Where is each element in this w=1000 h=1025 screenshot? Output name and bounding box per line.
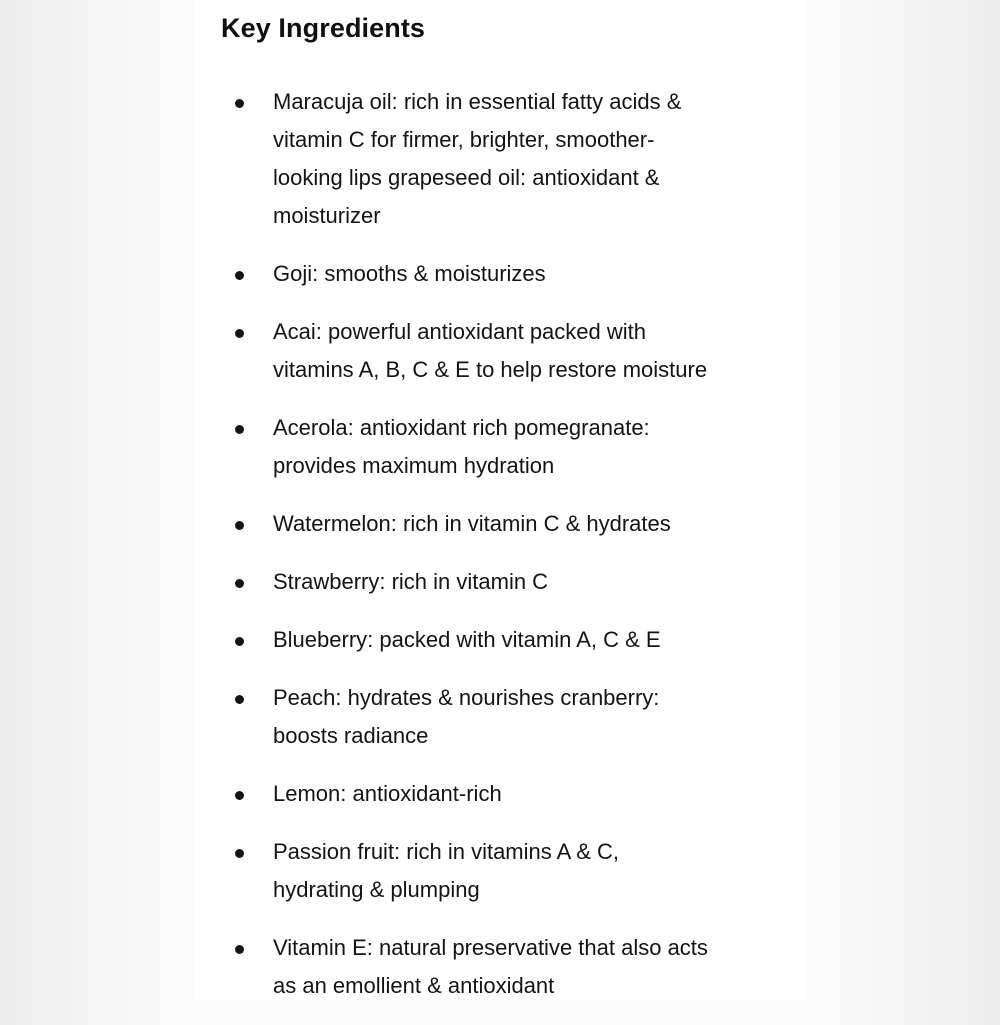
bullet-icon <box>235 521 244 530</box>
ingredient-line: Acerola: antioxidant rich pomegranate: <box>273 415 650 440</box>
ingredient-line: moisturizer <box>273 203 381 228</box>
ingredient-line: looking lips grapeseed oil: antioxidant & <box>273 165 660 190</box>
list-item <box>195 409 807 485</box>
ingredient-line: Blueberry: packed with vitamin A, C & E <box>273 627 661 652</box>
ingredient-line: Maracuja oil: rich in essential fatty acids & <box>273 89 682 114</box>
list-item <box>195 775 807 813</box>
ingredient-line: Peach: hydrates & nourishes cranberry: <box>273 685 660 710</box>
ingredient-line: Vitamin E: natural preservative that also acts <box>273 935 708 960</box>
bullet-icon <box>235 945 244 954</box>
bullet-icon <box>235 329 244 338</box>
bullet-icon <box>235 791 244 800</box>
list-item <box>195 621 807 659</box>
bullet-icon <box>235 99 244 108</box>
ingredient-line: Watermelon: rich in vitamin C & hydrates <box>273 511 671 536</box>
bullet-icon <box>235 425 244 434</box>
list-item <box>195 255 807 293</box>
bullet-icon <box>235 579 244 588</box>
list-item <box>195 83 807 235</box>
ingredients-panel <box>195 0 807 1000</box>
list-item <box>195 833 807 909</box>
bullet-icon <box>235 695 244 704</box>
bullet-icon <box>235 849 244 858</box>
ingredient-line: Goji: smooths & moisturizes <box>273 261 546 286</box>
list-item <box>195 679 807 755</box>
ingredient-line: hydrating & plumping <box>273 877 480 902</box>
ingredient-line: provides maximum hydration <box>273 453 555 478</box>
list-item <box>195 929 807 1005</box>
ingredient-line: Passion fruit: rich in vitamins A & C, <box>273 839 620 864</box>
list-item <box>195 563 807 601</box>
section-title: Key Ingredients <box>221 13 426 43</box>
ingredient-line: boosts radiance <box>273 723 429 748</box>
ingredient-line: as an emollient & antioxidant <box>273 973 555 998</box>
bullet-icon <box>235 271 244 280</box>
ingredient-line: vitamin C for firmer, brighter, smoother- <box>273 127 655 152</box>
list-item <box>195 313 807 389</box>
bullet-icon <box>235 637 244 646</box>
ingredient-line: Acai: powerful antioxidant packed with <box>273 319 646 344</box>
list-item <box>195 505 807 543</box>
ingredient-line: vitamins A, B, C & E to help restore moisture <box>273 357 708 382</box>
ingredient-line: Lemon: antioxidant-rich <box>273 781 502 806</box>
ingredient-line: Strawberry: rich in vitamin C <box>273 569 549 594</box>
ingredient-list <box>195 83 807 1025</box>
